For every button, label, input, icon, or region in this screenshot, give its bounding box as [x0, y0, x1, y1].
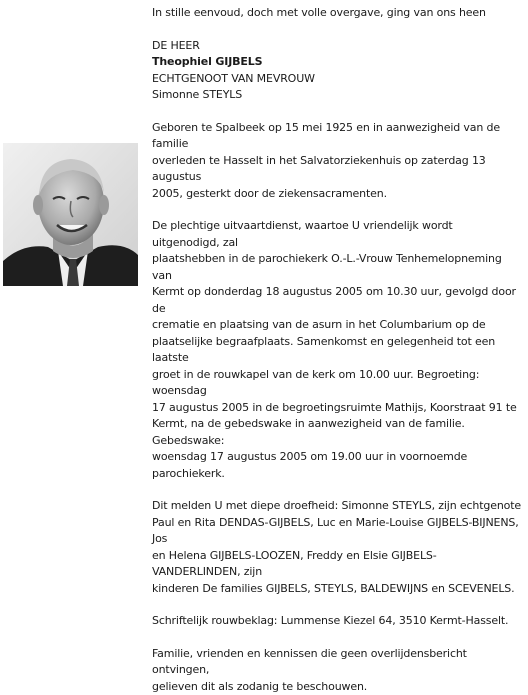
spouse-name: Simonne STEYLS: [152, 87, 522, 104]
closing-line-1: Familie, vrienden en kennissen die geen overlijdensbericht ontvingen,: [152, 646, 522, 679]
portrait-image: [3, 143, 138, 286]
funeral-line-5: plaatselijke begraafplaats. Samenkomst en gelegenheid tot een laatste: [152, 334, 522, 367]
birth-line-2: overleden te Hasselt in het Salvatorziekenhuis op zaterdag 13 augustus: [152, 153, 522, 186]
funeral-line-6: groet in de rouwkapel van de kerk om 10.00 uur. Begroeting: woensdag: [152, 367, 522, 400]
funeral-line-1: De plechtige uitvaartdienst, waartoe U vriendelijk wordt uitgenodigd, zal: [152, 218, 522, 251]
salutation: DE HEER: [152, 38, 522, 55]
obituary-text: [152, 5, 522, 695]
announcement-line-1: Dit melden U met diepe droefheid: Simonne STEYLS, zijn echtgenote: [152, 498, 522, 515]
funeral-line-7: 17 augustus 2005 in de begroetingsruimte Mathijs, Koorstraat 91 te: [152, 400, 522, 417]
funeral-line-3: Kermt op donderdag 18 augustus 2005 om 10.30 uur, gevolgd door de: [152, 284, 522, 317]
portrait-photo: [3, 143, 138, 286]
funeral-line-9: woensdag 17 augustus 2005 om 19.00 uur in voornoemde parochiekerk.: [152, 449, 522, 482]
deceased-name: Theophiel GIJBELS: [152, 54, 522, 71]
spouse-line: ECHTGENOOT VAN MEVROUW: [152, 71, 522, 88]
funeral-line-8: Kermt, na de gebedswake in aanwezigheid van de familie. Gebedswake:: [152, 416, 522, 449]
announcement-line-3: en Helena GIJBELS-LOOZEN, Freddy en Elsie GIJBELS-VANDERLINDEN, zijn: [152, 548, 522, 581]
announcement-line-2: Paul en Rita DENDAS-GIJBELS, Luc en Marie-Louise GIJBELS-BIJNENS, Jos: [152, 515, 522, 548]
birth-line-1: Geboren te Spalbeek op 15 mei 1925 en in aanwezigheid van de familie: [152, 120, 522, 153]
birth-line-3: 2005, gesterkt door de ziekensacramenten.: [152, 186, 522, 203]
funeral-line-2: plaatshebben in de parochiekerk O.-L.-Vrouw Tenhemelopneming van: [152, 251, 522, 284]
funeral-line-4: crematie en plaatsing van de asurn in het Columbarium op de: [152, 317, 522, 334]
announcement-line-4: kinderen De families GIJBELS, STEYLS, BALDEWIJNS en SCEVENELS.: [152, 581, 522, 598]
intro-line: In stille eenvoud, doch met volle overgave, ging van ons heen: [152, 5, 522, 22]
closing-line-2: gelieven dit als zodanig te beschouwen.: [152, 679, 522, 695]
condolence-address: Schriftelijk rouwbeklag: Lummense Kiezel 64, 3510 Kermt-Hasselt.: [152, 613, 522, 630]
